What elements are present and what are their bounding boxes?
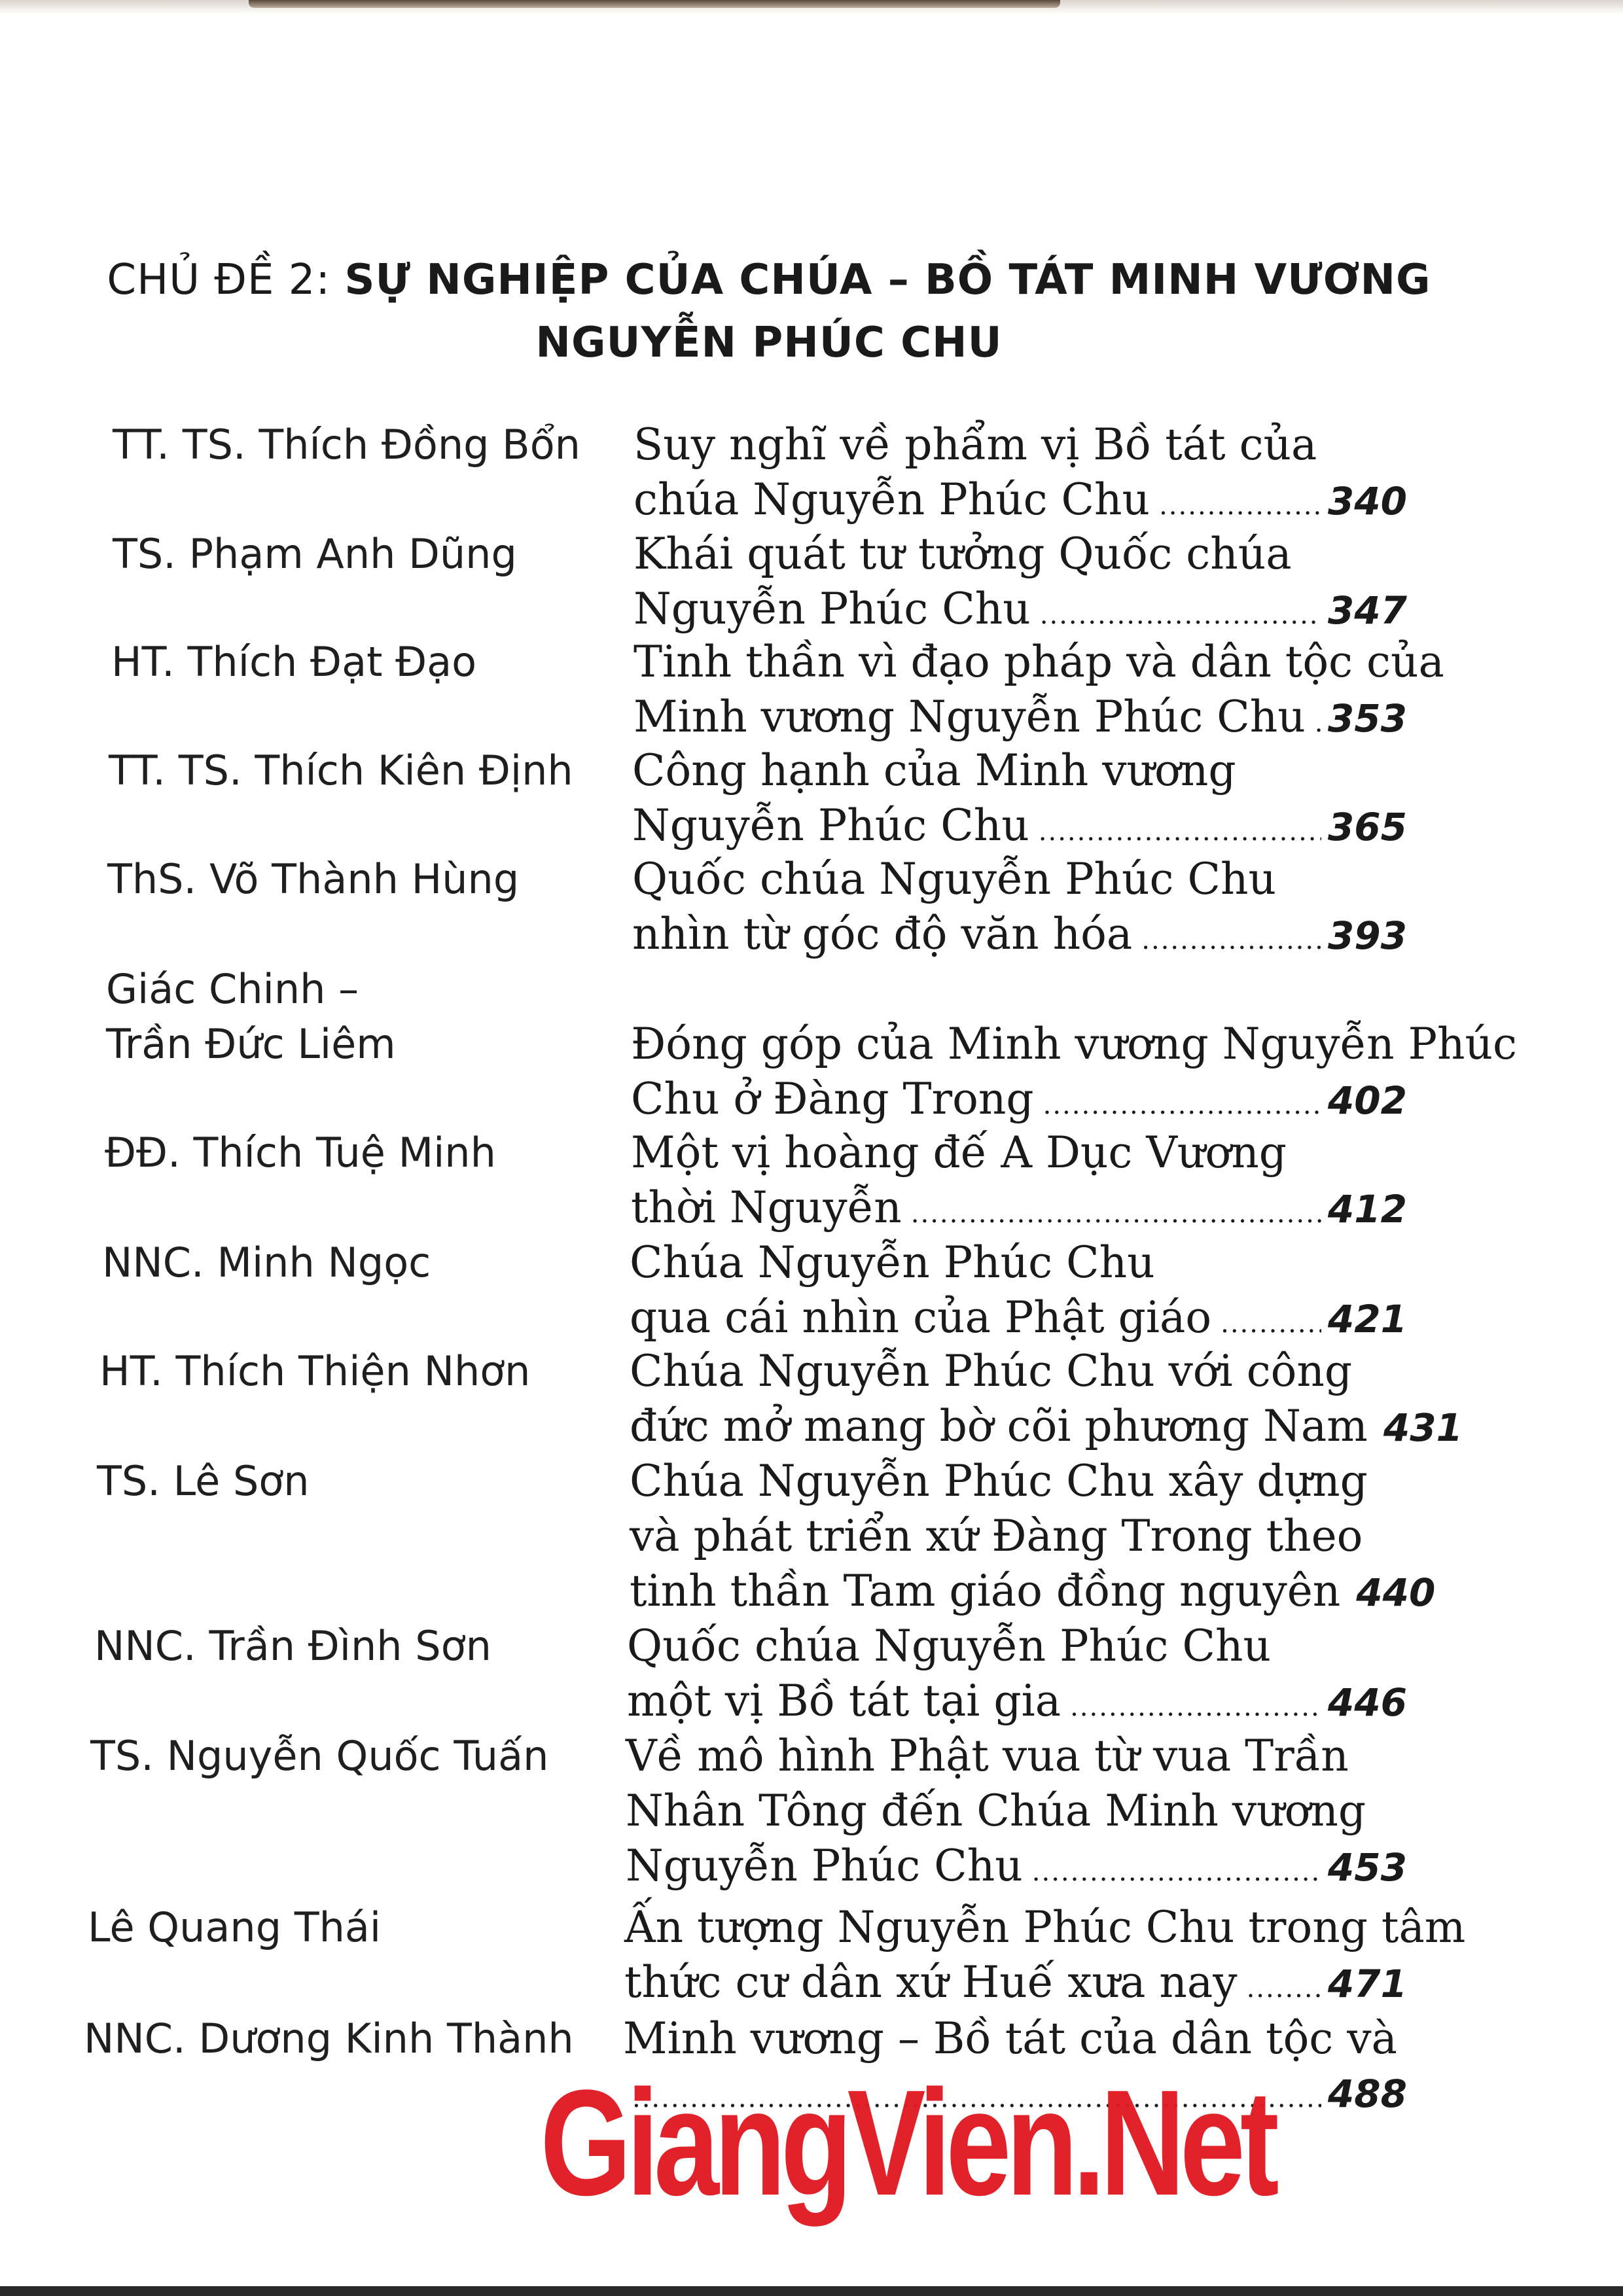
author-line: Giác Chinh – [106, 965, 359, 1013]
author-line: Trần Đức Liêm [106, 1020, 396, 1068]
toc-title [632, 852, 1407, 968]
title-text: Quốc chúa Nguyễn Phúc Chu [627, 1621, 1272, 1671]
title-line [631, 1125, 1407, 1180]
author-line: HT. Thích Đạt Đạo [111, 638, 477, 686]
title-text: Chúa Nguyễn Phúc Chu với công [630, 1346, 1353, 1396]
heading-line-2: NGUYỄN PHÚC CHU [535, 319, 1003, 367]
title-text: Nguyễn Phúc Chu [632, 800, 1029, 851]
toc-title [630, 1454, 1436, 1625]
author-line: ĐĐ. Thích Tuệ Minh [105, 1129, 496, 1176]
page-number: 365 [1327, 805, 1407, 849]
author-line: NNC. Trần Đình Sơn [94, 1622, 491, 1670]
title-text: Khái quát tư tưởng Quốc chúa [633, 529, 1292, 579]
author-line: TS. Lê Sơn [97, 1457, 310, 1505]
page-number: 446 [1327, 1680, 1407, 1725]
toc-author [102, 1235, 431, 1290]
title-line [633, 582, 1407, 643]
title-text: Một vị hoàng đế A Dục Vương [631, 1127, 1287, 1178]
title-line [633, 527, 1407, 582]
title-text: Tinh thần vì đạo pháp và dân tộc của [633, 637, 1444, 687]
toc-author [90, 1729, 548, 1784]
author-line: Lê Quang Thái [88, 1903, 382, 1951]
title-line [630, 1344, 1407, 1399]
title-text: Minh vương Nguyễn Phúc Chu [633, 692, 1306, 742]
title-text: Về mô hình Phật vua từ vua Trần [626, 1731, 1349, 1781]
toc-author [94, 1619, 491, 1674]
author-line: ThS. Võ Thành Hùng [107, 855, 520, 903]
toc-title [632, 743, 1407, 859]
dot-leader [1315, 696, 1321, 751]
toc-title [630, 1344, 1463, 1460]
author-line: HT. Thích Thiện Nhơn [99, 1347, 531, 1395]
author-line: NNC. Dương Kinh Thành [84, 2015, 574, 2062]
title-line [624, 1900, 1466, 1955]
title-line [630, 1509, 1407, 1564]
toc-author [88, 1900, 381, 1955]
title-text: chúa Nguyễn Phúc Chu [633, 474, 1150, 525]
toc-author [99, 1344, 530, 1399]
page-number: 393 [1327, 913, 1407, 958]
title-text: Đóng góp của Minh vương Nguyễn Phúc [631, 1019, 1517, 1069]
title-line [633, 635, 1444, 690]
title-text: Công hạnh của Minh vương [632, 745, 1236, 796]
title-text: Suy nghĩ về phẩm vị Bồ tát của [633, 419, 1317, 470]
title-text: Nguyễn Phúc Chu [633, 584, 1031, 634]
title-text: Nguyễn Phúc Chu [626, 1841, 1023, 1891]
watermark-logo: GiangVien.Net [540, 2058, 1274, 2227]
title-line [632, 798, 1407, 859]
toc-author [107, 852, 519, 907]
title-line [633, 417, 1407, 472]
author-line: TS. Phạm Anh Dũng [113, 530, 517, 578]
title-text: thời Nguyễn [631, 1182, 902, 1233]
title-text: Nhân Tông đến Chúa Minh vương [626, 1786, 1366, 1836]
author-line: NNC. Minh Ngọc [102, 1239, 431, 1286]
heading-prefix: CHỦ ĐỀ 2: [107, 256, 331, 304]
title-line [630, 1454, 1407, 1509]
title-line [624, 1955, 1407, 2016]
title-line [630, 1399, 1463, 1460]
dot-leader [911, 1186, 1321, 1241]
page-number: 431 [1383, 1405, 1463, 1450]
page-number: 471 [1327, 1962, 1407, 2006]
toc-author [111, 635, 476, 690]
title-text: qua cái nhìn của Phật giáo [630, 1292, 1212, 1343]
toc-title [633, 635, 1444, 751]
toc-author [113, 417, 580, 472]
author-line: TT. TS. Thích Đồng Bổn [113, 421, 580, 468]
page-number: 440 [1356, 1570, 1436, 1615]
page-number: 347 [1327, 588, 1407, 633]
title-line [626, 1784, 1407, 1839]
title-line [632, 852, 1407, 907]
page-number: 353 [1327, 696, 1407, 741]
toc-title [631, 1125, 1407, 1241]
toc-author [113, 527, 517, 582]
toc-title [633, 417, 1407, 533]
toc-title [624, 1900, 1466, 2016]
page-bottom-edge [0, 2286, 1623, 2296]
title-line [630, 1290, 1407, 1351]
title-line [632, 743, 1407, 798]
toc-title [626, 1729, 1407, 1899]
toc-title [631, 1017, 1517, 1133]
page-number: 340 [1327, 479, 1407, 523]
dot-leader [1043, 1078, 1321, 1133]
author-line: TS. Nguyễn Quốc Tuấn [90, 1732, 549, 1780]
title-line [626, 1839, 1407, 1899]
toc-title [633, 527, 1407, 643]
toc-author [106, 962, 396, 1072]
toc-author [105, 1125, 496, 1180]
heading-subject: SỰ NGHIỆP CỦA CHÚA – BỒ TÁT MINH VƯƠNG [344, 256, 1431, 304]
title-text: Chu ở Đàng Trong [631, 1074, 1034, 1124]
title-text: Minh vương – Bồ tát của dân tộc và [623, 2013, 1397, 2064]
title-line [631, 1072, 1407, 1133]
title-text: tinh thần Tam giáo đồng nguyên [630, 1566, 1341, 1616]
title-text: nhìn từ góc độ văn hóa [632, 909, 1133, 959]
title-text: thức cư dân xứ Huế xưa nay [624, 1957, 1238, 2007]
page-number: 488 [1327, 2072, 1407, 2116]
toc-title [627, 1619, 1407, 1735]
dot-leader [1032, 1845, 1321, 1899]
dot-leader [1070, 1680, 1321, 1735]
title-text: Chúa Nguyễn Phúc Chu [630, 1237, 1155, 1288]
dot-leader [1221, 1296, 1321, 1351]
page-number: 402 [1327, 1078, 1407, 1123]
toc-author [109, 743, 573, 798]
title-line [631, 1017, 1517, 1072]
dot-leader [1159, 478, 1321, 533]
title-line [627, 1674, 1407, 1735]
title-text: Chúa Nguyễn Phúc Chu xây dựng [630, 1456, 1368, 1506]
title-line [632, 907, 1407, 968]
author-line: TT. TS. Thích Kiên Định [109, 747, 573, 794]
toc-author [84, 2011, 574, 2066]
toc-author [97, 1454, 310, 1509]
page-number: 453 [1327, 1845, 1407, 1890]
page-number: 421 [1327, 1297, 1407, 1341]
title-text: Ấn tượng Nguyễn Phúc Chu trong tâm [624, 1902, 1466, 1952]
dot-leader [1141, 913, 1321, 968]
title-text: và phát triển xứ Đàng Trong theo [630, 1511, 1363, 1561]
dot-leader [1039, 804, 1321, 859]
title-line [633, 472, 1407, 533]
title-text: một vị Bồ tát tại gia [627, 1676, 1061, 1726]
title-text: Quốc chúa Nguyễn Phúc Chu [632, 854, 1277, 904]
title-line [633, 690, 1407, 751]
title-line [626, 1729, 1407, 1784]
title-line [630, 1235, 1407, 1290]
title-text: đức mở mang bờ cõi phương Nam [630, 1401, 1368, 1451]
page-number: 412 [1327, 1187, 1407, 1231]
toc-title [630, 1235, 1407, 1351]
title-line [630, 1564, 1436, 1625]
title-line [627, 1619, 1407, 1674]
title-line [631, 1180, 1407, 1241]
dot-leader [1247, 1961, 1321, 2016]
